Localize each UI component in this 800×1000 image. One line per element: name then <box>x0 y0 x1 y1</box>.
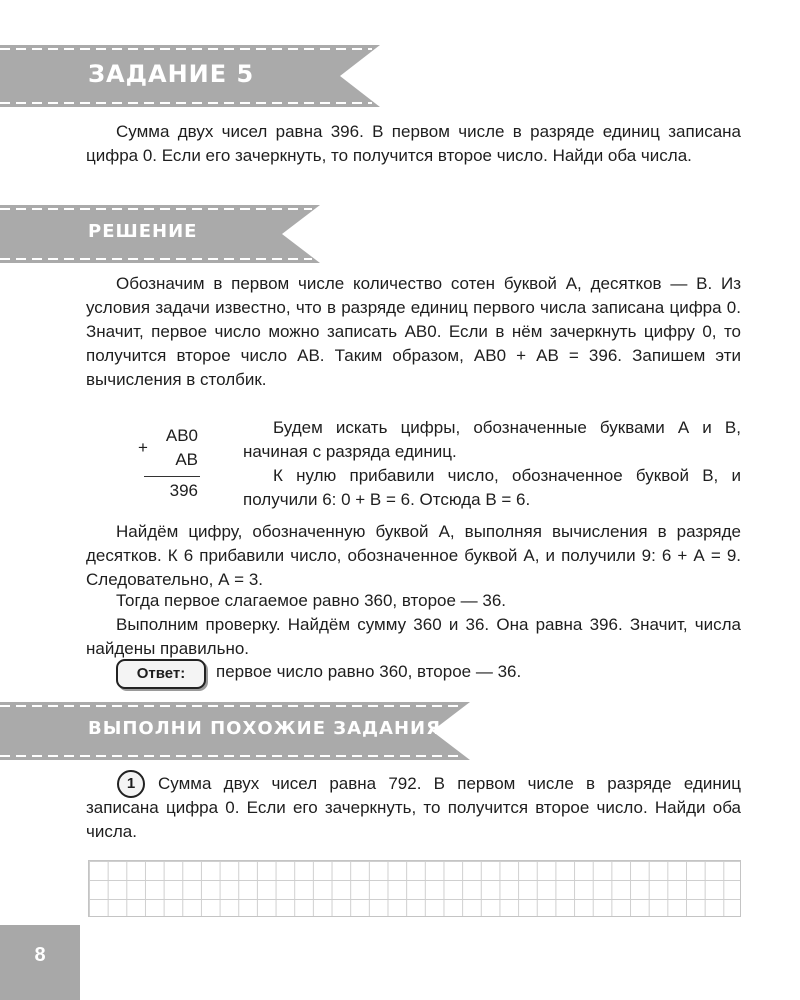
task-text: Сумма двух чисел равна 396. В первом числе в разряде единиц записана цифра 0. Если его зачеркнуть, то получится второе число. Найди оба числа. <box>86 122 741 165</box>
page-number: 8 <box>34 944 46 966</box>
addend-2: АВ <box>175 450 198 469</box>
answer-text: первое число равно 360, второе — 36. <box>216 662 522 681</box>
task-heading: ЗАДАНИЕ 5 <box>88 60 255 88</box>
answer-grid[interactable] <box>88 860 741 917</box>
sum-result: 396 <box>169 481 198 500</box>
tens-paragraph: Найдём цифру, обозначенную буквой А, выполняя вычисления в разряде десятков. К 6 прибавили число, обозначенное буквой А, и получили 9: 6 + А = 9. Следовательно, А = 3. <box>86 522 741 589</box>
solution-intro: Обозначим в первом числе количество сотен буквой А, десятков — В. Из условия задачи известно, что в разряде единиц первого числа записана цифра 0. Значит, первое число можно записать АВ0. Если в нём зачеркнуть цифру 0, то получится второе число АВ. Таким образом, АВ0 + АВ = 396. Запишем эти вычисления в столбик. <box>86 274 741 389</box>
plus-sign: + <box>138 438 148 457</box>
similar-task-text: Сумма двух чисел равна 792. В первом числе в разряде единиц записана цифра 0. Если его зачеркнуть, то получится второе число. Найди оба числа. <box>86 774 741 841</box>
side-paragraph-1: Будем искать цифры, обозначенные буквами А и В, начиная с разряда единиц. <box>243 418 741 461</box>
solution-heading: РЕШЕНИЕ <box>88 221 198 242</box>
task-number-badge: 1 <box>117 770 145 798</box>
similar-heading-ribbon <box>0 702 470 760</box>
then-paragraph: Тогда первое слагаемое равно 360, второе — 36. <box>116 591 507 610</box>
side-paragraph-2: К нулю прибавили число, обозначенное буквой В, и получили 6: 0 + В = 6. Отсюда В = 6. <box>243 466 741 509</box>
column-addition <box>138 424 200 504</box>
answer-label: Ответ: <box>116 659 206 689</box>
sum-line <box>144 476 200 477</box>
solution-heading-ribbon <box>0 205 320 263</box>
check-paragraph: Выполним проверку. Найдём сумму 360 и 36. Она равна 396. Значит, числа найдены правильно. <box>86 615 741 658</box>
addend-1: АВ0 <box>165 426 198 445</box>
similar-heading: ВЫПОЛНИ ПОХОЖИЕ ЗАДАНИЯ <box>88 718 441 739</box>
task-heading-ribbon <box>0 45 380 107</box>
